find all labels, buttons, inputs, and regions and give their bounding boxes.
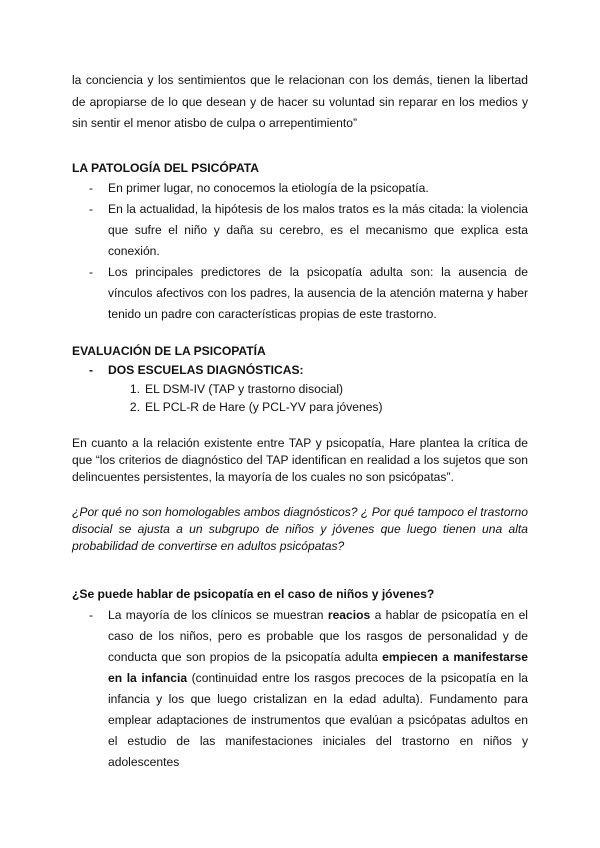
intro-line-2: de apropiarse de lo que desean y de hacer su voluntad sin reparar en los medios y [72,95,528,109]
section-heading-evaluation: EVALUACIÓN DE LA PSICOPATÍA [72,344,266,358]
section-heading-pathology: LA PATOLOGÍA DEL PSICÓPATA [72,161,260,175]
children-line-4: en la infancia (continuidad entre los rasgos precoces de la psicopatía en la [108,671,528,685]
children-line-6: emplear adaptaciones de instrumentos que evalúan a psicópatas adultos en [108,713,528,727]
evaluation-item-1: EL DSM-IV (TAP y trastorno disocial) [145,382,344,396]
evaluation-paragraph-line-3: delincuentes persistentes, la mayoría de los cuales no son psicópatas”. [72,470,454,484]
bullet-marker: - [89,608,94,622]
bullet-marker: - [89,181,94,195]
pathology-bullet-2-line-2: que sufre el niño y daña su cerebro, es el mecanismo que explica esta [108,223,528,237]
evaluation-item-2: EL PCL-R de Hare (y PCL-YV para jóvenes) [145,400,383,414]
children-line-2: caso de los niños, pero es probable que los rasgos de personalidad y de [108,629,528,643]
children-line-1: La mayoría de los clínicos se muestran reacios a hablar de psicopatía en el [108,608,528,622]
evaluation-question-line-2: disocial se ajusta a un subgrupo de niños y jóvenes que luego tienen una alta [72,522,528,536]
pathology-bullet-3-line-2: vínculos afectivos con los padres, la ausencia de la atención materna y haber [108,286,528,300]
children-line-8: adolescentes [108,755,180,769]
evaluation-question-line-1: ¿Por qué no son homologables ambos diagnósticos? ¿ Por qué tampoco el trastorno [72,505,528,519]
section-heading-children: ¿Se puede hablar de psicopatía en el caso de niños y jóvenes? [72,587,435,601]
bullet-marker: - [89,202,94,216]
bullet-marker: - [89,363,94,377]
evaluation-paragraph-line-2: que “los criterios de diagnóstico del TAP identifican en realidad a los sujetos que son [72,453,528,467]
pathology-bullet-1: En primer lugar, no conocemos la etiología de la psicopatía. [108,181,429,195]
evaluation-subheading: DOS ESCUELAS DIAGNÓSTICAS: [108,363,304,377]
pathology-bullet-3-line-1: Los principales predictores de la psicopatía adulta son: la ausencia de [108,265,528,279]
list-number: 1. [129,382,140,396]
pathology-bullet-2-line-3: conexión. [108,244,160,258]
evaluation-question-line-3: probabilidad de convertirse en adultos psicópatas? [72,539,345,553]
pathology-bullet-2-line-1: En la actualidad, la hipótesis de los malos tratos es la más citada: la violencia [108,202,528,216]
children-line-5: infancia y los que luego cristalizan en la edad adulta). Fundamento para [108,692,528,706]
list-number: 2. [129,400,140,414]
children-line-7: el estudio de las manifestaciones iniciales del trastorno en niños y [108,734,528,748]
children-line-3: conducta que son propios de la psicopatía adulta empiecen a manifestarse [108,650,528,664]
pathology-bullet-3-line-3: tenido un padre con características propias de este trastorno. [108,307,437,321]
bullet-marker: - [89,265,94,279]
intro-line-3: sin sentir el menor atisbo de culpa o arrepentimiento” [72,116,358,130]
evaluation-paragraph-line-1: En cuanto a la relación existente entre TAP y psicopatía, Hare plantea la crítica de [72,436,528,450]
intro-line-1: la conciencia y los sentimientos que le relacionan con los demás, tienen la libertad [72,73,528,87]
